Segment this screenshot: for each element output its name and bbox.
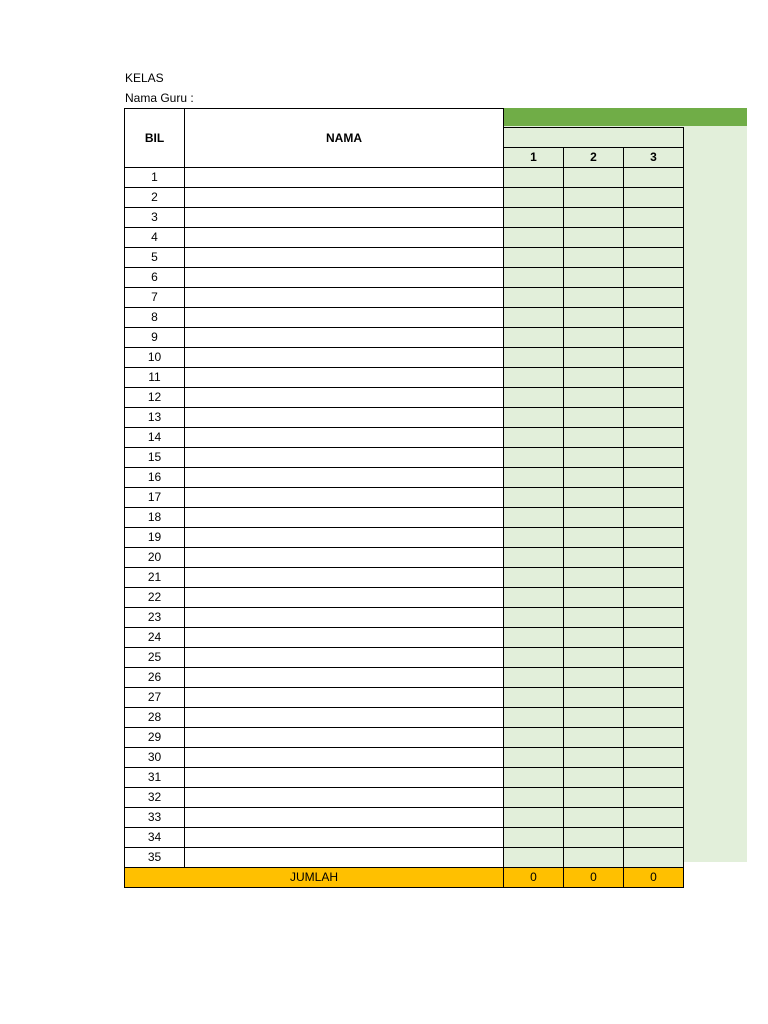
row-number-cell[interactable]: 25 [125,647,185,667]
student-name-cell[interactable] [185,547,504,567]
row-number-cell[interactable]: 27 [125,687,185,707]
score-cell-3[interactable] [624,327,684,347]
student-name-cell[interactable] [185,207,504,227]
score-cell-1[interactable] [504,507,564,527]
row-number-cell[interactable]: 14 [125,427,185,447]
score-col-3-header[interactable]: 3 [624,147,684,167]
row-number-cell[interactable]: 23 [125,607,185,627]
table-row [125,267,684,287]
score-cell-3[interactable] [624,487,684,507]
row-number-cell[interactable]: 33 [125,807,185,827]
score-cell-1[interactable] [504,607,564,627]
score-cell-3[interactable] [624,767,684,787]
row-number-cell[interactable]: 7 [125,287,185,307]
student-name-cell[interactable] [185,427,504,447]
student-name-cell[interactable] [185,407,504,427]
row-number-cell[interactable]: 11 [125,367,185,387]
row-number-cell[interactable]: 34 [125,827,185,847]
total-value-1[interactable]: 0 [504,867,564,887]
score-cell-3[interactable] [624,467,684,487]
table-row [125,547,684,567]
score-cell-1[interactable] [504,367,564,387]
score-cell-1[interactable] [504,267,564,287]
score-cell-1[interactable] [504,467,564,487]
score-cell-1[interactable] [504,727,564,747]
kelas-label: KELAS [125,71,164,85]
score-cell-3[interactable] [624,447,684,467]
score-cell-1[interactable] [504,627,564,647]
table-row [125,407,684,427]
row-number-cell[interactable]: 24 [125,627,185,647]
score-cell-3[interactable] [624,187,684,207]
score-cell-3[interactable] [624,707,684,727]
row-number-cell[interactable]: 12 [125,387,185,407]
table-row [125,327,684,347]
score-cell-1[interactable] [504,227,564,247]
student-name-cell[interactable] [185,567,504,587]
score-cell-1[interactable] [504,207,564,227]
score-cell-2[interactable] [564,687,624,707]
score-cell-1[interactable] [504,447,564,467]
table-row [125,727,684,747]
score-cell-2[interactable] [564,547,624,567]
score-cell-3[interactable] [624,267,684,287]
table-row [125,167,684,187]
student-name-cell[interactable] [185,607,504,627]
score-cell-2[interactable] [564,227,624,247]
row-number-cell[interactable]: 15 [125,447,185,467]
student-score-table [124,108,684,888]
row-number-cell[interactable]: 13 [125,407,185,427]
table-row [125,707,684,727]
score-cell-3[interactable] [624,847,684,867]
nama-header[interactable]: NAMA [185,109,504,168]
score-cell-2[interactable] [564,387,624,407]
score-col-1-header[interactable]: 1 [504,147,564,167]
score-cell-2[interactable] [564,467,624,487]
student-name-cell[interactable] [185,447,504,467]
table-row [125,427,684,447]
student-name-cell[interactable] [185,187,504,207]
score-cell-2[interactable] [564,567,624,587]
table-row [125,527,684,547]
table-row [125,827,684,847]
score-cell-1[interactable] [504,787,564,807]
score-cell-2[interactable] [564,287,624,307]
score-cell-3[interactable] [624,367,684,387]
score-cell-2[interactable] [564,427,624,447]
score-cell-2[interactable] [564,507,624,527]
score-cell-3[interactable] [624,567,684,587]
score-cell-2[interactable] [564,627,624,647]
score-cell-2[interactable] [564,167,624,187]
score-cell-3[interactable] [624,747,684,767]
table-row [125,767,684,787]
student-name-cell[interactable] [185,787,504,807]
student-name-cell[interactable] [185,347,504,367]
student-name-cell[interactable] [185,287,504,307]
row-number-cell[interactable]: 26 [125,667,185,687]
row-number-cell[interactable]: 2 [125,187,185,207]
row-number-cell[interactable]: 29 [125,727,185,747]
score-cell-2[interactable] [564,207,624,227]
table-row [125,627,684,647]
score-cell-1[interactable] [504,807,564,827]
score-cell-3[interactable] [624,687,684,707]
score-cell-2[interactable] [564,487,624,507]
score-cell-2[interactable] [564,447,624,467]
score-cell-1[interactable] [504,647,564,667]
table-row [125,287,684,307]
score-cell-1[interactable] [504,427,564,447]
score-cell-2[interactable] [564,667,624,687]
score-cell-1[interactable] [504,347,564,367]
table-row [125,507,684,527]
row-number-cell[interactable]: 28 [125,707,185,727]
table-row [125,227,684,247]
score-cell-2[interactable] [564,727,624,747]
student-name-cell[interactable] [185,247,504,267]
student-name-cell[interactable] [185,167,504,187]
score-cell-2[interactable] [564,247,624,267]
student-name-cell[interactable] [185,767,504,787]
row-number-cell[interactable]: 16 [125,467,185,487]
score-cell-2[interactable] [564,527,624,547]
score-cell-1[interactable] [504,327,564,347]
score-cell-3[interactable] [624,507,684,527]
score-cell-1[interactable] [504,167,564,187]
score-cell-3[interactable] [624,667,684,687]
score-cell-3[interactable] [624,547,684,567]
row-number-cell[interactable]: 10 [125,347,185,367]
table-row [125,607,684,627]
score-cell-1[interactable] [504,587,564,607]
score-cell-1[interactable] [504,567,564,587]
score-cell-3[interactable] [624,287,684,307]
score-cell-1[interactable] [504,747,564,767]
table-row [125,187,684,207]
score-cell-2[interactable] [564,587,624,607]
student-name-cell[interactable] [185,307,504,327]
score-cell-2[interactable] [564,327,624,347]
student-name-cell[interactable] [185,487,504,507]
score-cell-1[interactable] [504,847,564,867]
score-cell-2[interactable] [564,807,624,827]
score-cell-3[interactable] [624,227,684,247]
student-name-cell[interactable] [185,587,504,607]
score-cell-2[interactable] [564,827,624,847]
row-number-cell[interactable]: 19 [125,527,185,547]
row-number-cell[interactable]: 31 [125,767,185,787]
score-cell-3[interactable] [624,587,684,607]
score-cell-3[interactable] [624,827,684,847]
score-cell-3[interactable] [624,387,684,407]
score-cell-2[interactable] [564,267,624,287]
table-row [125,247,684,267]
table-row [125,587,684,607]
score-cell-2[interactable] [564,347,624,367]
score-cell-1[interactable] [504,667,564,687]
score-cell-1[interactable] [504,387,564,407]
nama-guru-label: Nama Guru : [125,91,194,105]
score-cell-3[interactable] [624,627,684,647]
student-name-cell[interactable] [185,327,504,347]
bil-header[interactable]: BIL [125,109,185,168]
table-row [125,787,684,807]
score-cell-3[interactable] [624,527,684,547]
score-cell-2[interactable] [564,767,624,787]
score-cell-3[interactable] [624,807,684,827]
score-cell-3[interactable] [624,307,684,327]
table-row [125,307,684,327]
student-name-cell[interactable] [185,667,504,687]
student-name-cell[interactable] [185,727,504,747]
table-row [125,807,684,827]
score-cell-2[interactable] [564,407,624,427]
score-cell-3[interactable] [624,607,684,627]
table-row [125,747,684,767]
table-row [125,567,684,587]
student-name-cell[interactable] [185,507,504,527]
score-cell-3[interactable] [624,727,684,747]
student-name-cell[interactable] [185,647,504,667]
row-number-cell[interactable]: 21 [125,567,185,587]
row-number-cell[interactable]: 8 [125,307,185,327]
score-cell-2[interactable] [564,647,624,667]
score-cell-3[interactable] [624,207,684,227]
score-group-header[interactable] [504,109,684,128]
row-number-cell[interactable]: 30 [125,747,185,767]
student-name-cell[interactable] [185,707,504,727]
student-name-cell[interactable] [185,527,504,547]
table-row [125,387,684,407]
score-cell-2[interactable] [564,187,624,207]
student-name-cell[interactable] [185,267,504,287]
total-value-3[interactable]: 0 [624,867,684,887]
score-cell-1[interactable] [504,687,564,707]
student-name-cell[interactable] [185,847,504,867]
score-cell-2[interactable] [564,607,624,627]
score-cell-1[interactable] [504,767,564,787]
jumlah-label[interactable]: JUMLAH [125,867,504,887]
row-number-cell[interactable]: 32 [125,787,185,807]
score-cell-1[interactable] [504,187,564,207]
score-cell-3[interactable] [624,407,684,427]
score-cell-1[interactable] [504,547,564,567]
score-cell-2[interactable] [564,747,624,767]
score-cell-2[interactable] [564,847,624,867]
student-name-cell[interactable] [185,687,504,707]
score-cell-1[interactable] [504,527,564,547]
table-row [125,367,684,387]
score-cell-3[interactable] [624,167,684,187]
table-row [125,347,684,367]
student-name-cell[interactable] [185,467,504,487]
student-name-cell[interactable] [185,627,504,647]
score-cell-1[interactable] [504,407,564,427]
score-cell-3[interactable] [624,787,684,807]
student-name-cell[interactable] [185,807,504,827]
total-row [125,867,684,887]
score-cell-3[interactable] [624,347,684,367]
score-cell-2[interactable] [564,367,624,387]
student-name-cell[interactable] [185,367,504,387]
table-row [125,207,684,227]
score-col-2-header[interactable]: 2 [564,147,624,167]
row-number-cell[interactable]: 18 [125,507,185,527]
score-cell-1[interactable] [504,707,564,727]
row-number-cell[interactable]: 1 [125,167,185,187]
score-cell-1[interactable] [504,287,564,307]
score-cell-2[interactable] [564,307,624,327]
table-row [125,487,684,507]
student-name-cell[interactable] [185,387,504,407]
row-number-cell[interactable]: 22 [125,587,185,607]
row-number-cell[interactable]: 5 [125,247,185,267]
student-name-cell[interactable] [185,747,504,767]
score-cell-3[interactable] [624,647,684,667]
score-cell-1[interactable] [504,247,564,267]
score-cell-3[interactable] [624,427,684,447]
row-number-cell[interactable]: 20 [125,547,185,567]
row-number-cell[interactable]: 35 [125,847,185,867]
row-number-cell[interactable]: 9 [125,327,185,347]
score-cell-2[interactable] [564,787,624,807]
table-row [125,447,684,467]
score-cell-3[interactable] [624,247,684,267]
score-cell-2[interactable] [564,707,624,727]
score-cell-1[interactable] [504,487,564,507]
row-number-cell[interactable]: 17 [125,487,185,507]
total-value-2[interactable]: 0 [564,867,624,887]
table-row [125,847,684,867]
score-subheader[interactable] [504,127,684,147]
row-number-cell[interactable]: 4 [125,227,185,247]
row-number-cell[interactable]: 6 [125,267,185,287]
table-row [125,467,684,487]
score-cell-1[interactable] [504,827,564,847]
row-number-cell[interactable]: 3 [125,207,185,227]
table-row [125,647,684,667]
score-cell-1[interactable] [504,307,564,327]
table-row [125,667,684,687]
student-name-cell[interactable] [185,227,504,247]
student-name-cell[interactable] [185,827,504,847]
table-row [125,687,684,707]
